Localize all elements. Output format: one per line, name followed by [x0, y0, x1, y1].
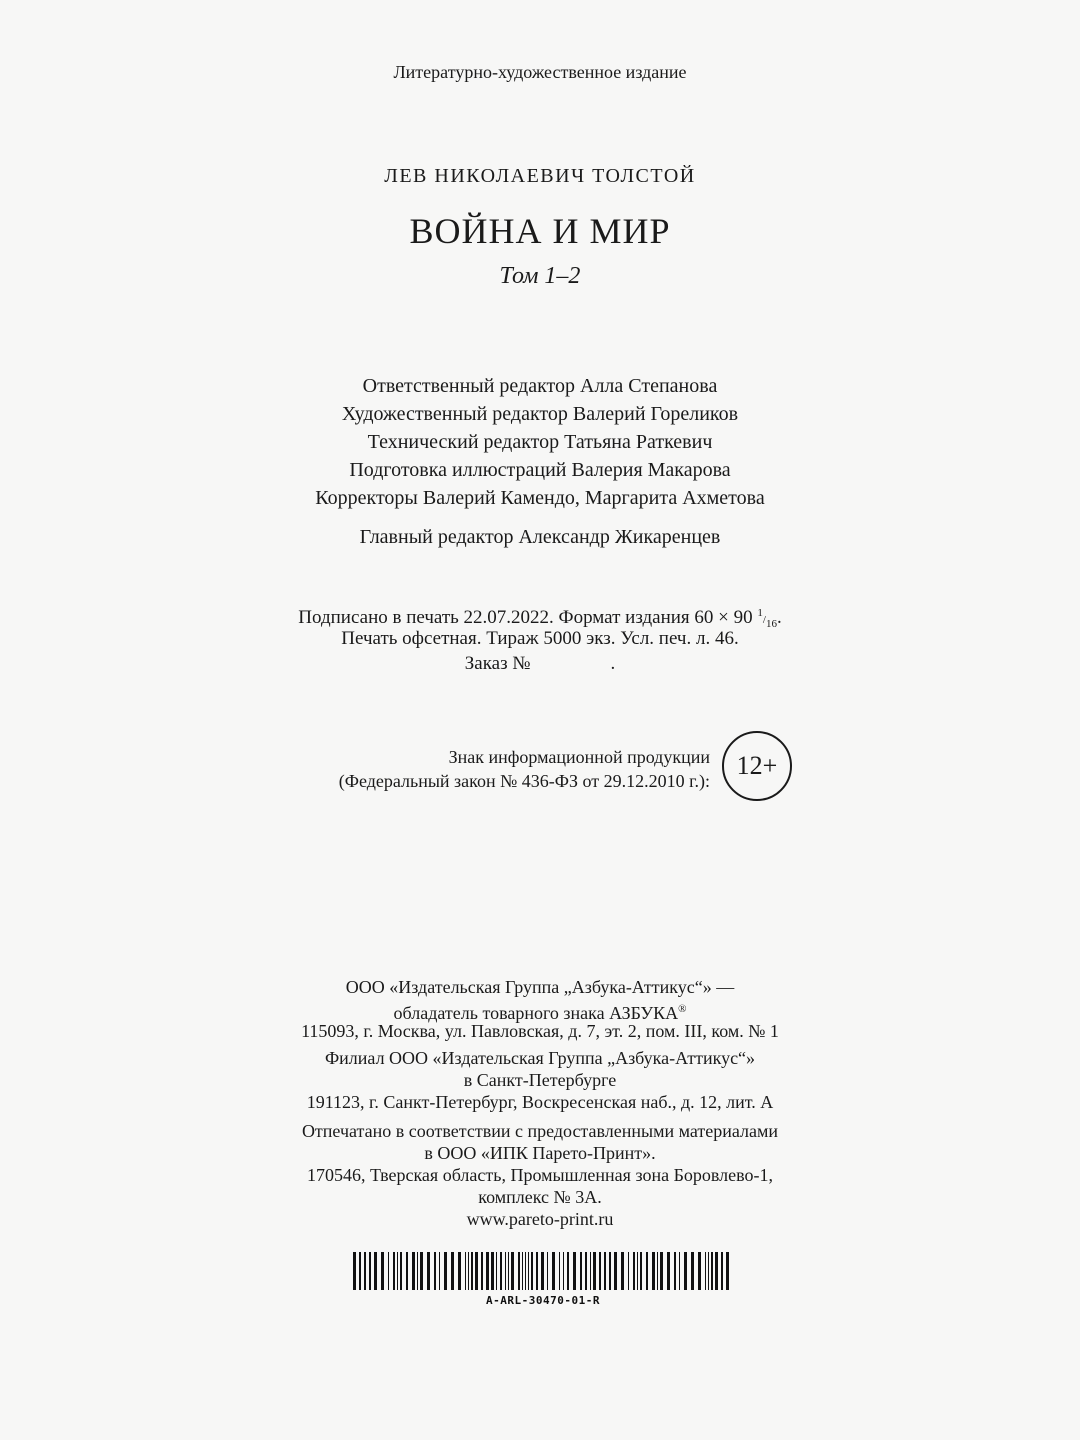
barcode-bar	[679, 1252, 680, 1290]
barcode-bar	[705, 1252, 706, 1290]
barcode-bar	[400, 1252, 402, 1290]
barcode-bar	[547, 1252, 548, 1290]
barcode-bar	[573, 1252, 576, 1290]
barcode-bar	[353, 1252, 356, 1290]
barcode-bar	[381, 1252, 384, 1290]
printer-line: Отпечатано в соответствии с предоставленными материалами	[301, 1121, 779, 1141]
info-sign-label: Знак информационной продукции	[448, 747, 710, 767]
barcode-bar	[667, 1252, 670, 1290]
barcode-bar	[593, 1252, 596, 1290]
info-sign-law: (Федеральный закон № 436-ФЗ от 29.12.2010 г.):	[338, 771, 710, 791]
barcode-bar	[420, 1252, 423, 1290]
barcode-bar	[505, 1252, 506, 1290]
format-slash: /	[762, 614, 766, 626]
order-label: Заказ №	[464, 653, 531, 674]
barcode-bar	[369, 1252, 371, 1290]
barcode-bar	[684, 1252, 687, 1290]
barcode-bar	[500, 1252, 502, 1290]
credit-line: Художественный редактор Валерий Гореликов	[341, 403, 739, 425]
barcode-bar	[511, 1252, 514, 1290]
format-numerator: 1	[757, 607, 763, 619]
book-title: ВОЙНА И МИР	[409, 211, 671, 251]
branch-line: Филиал ООО «Издательская Группа „Азбука-Аттикус“»	[324, 1048, 756, 1068]
format-denominator: 16	[765, 618, 777, 630]
barcode	[353, 1252, 733, 1307]
barcode-bar	[434, 1252, 436, 1290]
barcode-bar	[660, 1252, 663, 1290]
barcode-bar	[609, 1252, 611, 1290]
barcode-bar	[522, 1252, 523, 1290]
barcode-bar	[471, 1252, 473, 1290]
barcode-bar	[580, 1252, 582, 1290]
publisher-address: 115093, г. Москва, ул. Павловская, д. 7, эт. 2, пом. III, ком. № 1	[301, 1021, 779, 1041]
barcode-bar	[604, 1252, 606, 1290]
barcode-bar	[397, 1252, 398, 1290]
registered-mark: ®	[678, 1003, 687, 1015]
format-fraction	[757, 607, 777, 630]
printer-line: в ООО «ИПК Парето-Принт».	[424, 1143, 656, 1163]
barcode-bar	[599, 1252, 601, 1290]
barcode-bar	[559, 1252, 560, 1290]
chief-editor-line: Главный редактор Александр Жикаренцев	[359, 526, 721, 548]
imprint-line-2: Печать офсетная. Тираж 5000 экз. Усл. печ. л. 46.	[341, 628, 739, 649]
imprint-text: Подписано в печать 22.07.2022. Формат издания 60 × 90	[298, 607, 758, 628]
author-name: ЛЕВ НИКОЛАЕВИЧ ТОЛСТОЙ	[384, 165, 696, 187]
age-rating-badge: 12+	[722, 731, 792, 801]
barcode-bar	[444, 1252, 447, 1290]
branch-address: 191123, г. Санкт-Петербург, Воскресенская наб., д. 12, лит. А	[306, 1092, 774, 1112]
volume-label: Том 1–2	[499, 263, 581, 289]
credit-line: Ответственный редактор Алла Степанова	[362, 375, 718, 397]
barcode-bar	[563, 1252, 564, 1290]
barcode-bar	[531, 1252, 533, 1290]
barcode-bar	[427, 1252, 430, 1290]
credit-line: Технический редактор Татьяна Раткевич	[367, 431, 713, 453]
barcode-bar	[652, 1252, 655, 1290]
barcode-bar	[481, 1252, 483, 1290]
barcode-bar	[486, 1252, 489, 1290]
barcode-bar	[567, 1252, 569, 1290]
barcode-bar	[711, 1252, 713, 1290]
barcode-bar	[541, 1252, 544, 1290]
barcode-bar	[475, 1252, 478, 1290]
publisher-line: ООО «Издательская Группа „Азбука-Аттикус“» —	[345, 977, 735, 997]
imprint-end: .	[776, 607, 782, 628]
barcode-bar	[698, 1252, 701, 1290]
barcode-bar	[359, 1252, 361, 1290]
barcode-bar	[439, 1252, 440, 1290]
barcode-bar	[657, 1252, 658, 1290]
barcode-bar	[646, 1252, 648, 1290]
barcode-code: A-ARL-30470-01-R	[486, 1294, 600, 1307]
barcode-bar	[691, 1252, 694, 1290]
barcode-bar	[465, 1252, 466, 1290]
barcode-bar	[417, 1252, 418, 1290]
barcode-bar	[726, 1252, 729, 1290]
barcode-bar	[715, 1252, 718, 1290]
barcode-bar	[393, 1252, 395, 1290]
barcode-bar	[621, 1252, 624, 1290]
barcode-bar	[518, 1252, 520, 1290]
barcode-bar	[496, 1252, 497, 1290]
barcode-bar	[451, 1252, 454, 1290]
barcode-bar	[637, 1252, 638, 1290]
barcode-bar	[388, 1252, 389, 1290]
barcode-bar	[468, 1252, 469, 1290]
branch-line: в Санкт-Петербурге	[463, 1070, 617, 1090]
trademark-text: обладатель товарного знака АЗБУКА	[393, 1003, 679, 1023]
barcode-bar	[640, 1252, 642, 1290]
barcode-bar	[491, 1252, 494, 1290]
barcode-bar	[721, 1252, 723, 1290]
credit-line: Корректоры Валерий Камендо, Маргарита Ахметова	[315, 487, 765, 509]
barcode-bar	[508, 1252, 509, 1290]
printer-website: www.pareto-print.ru	[466, 1209, 614, 1229]
barcode-bar	[628, 1252, 629, 1290]
barcode-bar	[708, 1252, 709, 1290]
order-line	[0, 652, 1080, 675]
barcode-bar	[374, 1252, 377, 1290]
barcode-bar	[412, 1252, 415, 1290]
barcode-bar	[614, 1252, 617, 1290]
edition-type: Литературно-художественное издание	[393, 62, 687, 82]
credit-line: Подготовка иллюстраций Валерия Макарова	[349, 459, 731, 481]
printer-address: комплекс № 3А.	[478, 1187, 602, 1207]
barcode-bar	[585, 1252, 587, 1290]
barcode-bars	[353, 1252, 733, 1290]
barcode-bar	[590, 1252, 591, 1290]
barcode-bar	[552, 1252, 555, 1290]
barcode-bar	[528, 1252, 529, 1290]
barcode-bar	[364, 1252, 366, 1290]
printer-address: 170546, Тверская область, Промышленная зона Боровлево-1,	[306, 1165, 774, 1185]
barcode-bar	[525, 1252, 526, 1290]
barcode-bar	[536, 1252, 538, 1290]
barcode-bar	[633, 1252, 635, 1290]
barcode-bar	[406, 1252, 408, 1290]
barcode-bar	[458, 1252, 461, 1290]
order-end: .	[610, 653, 616, 674]
barcode-bar	[674, 1252, 676, 1290]
